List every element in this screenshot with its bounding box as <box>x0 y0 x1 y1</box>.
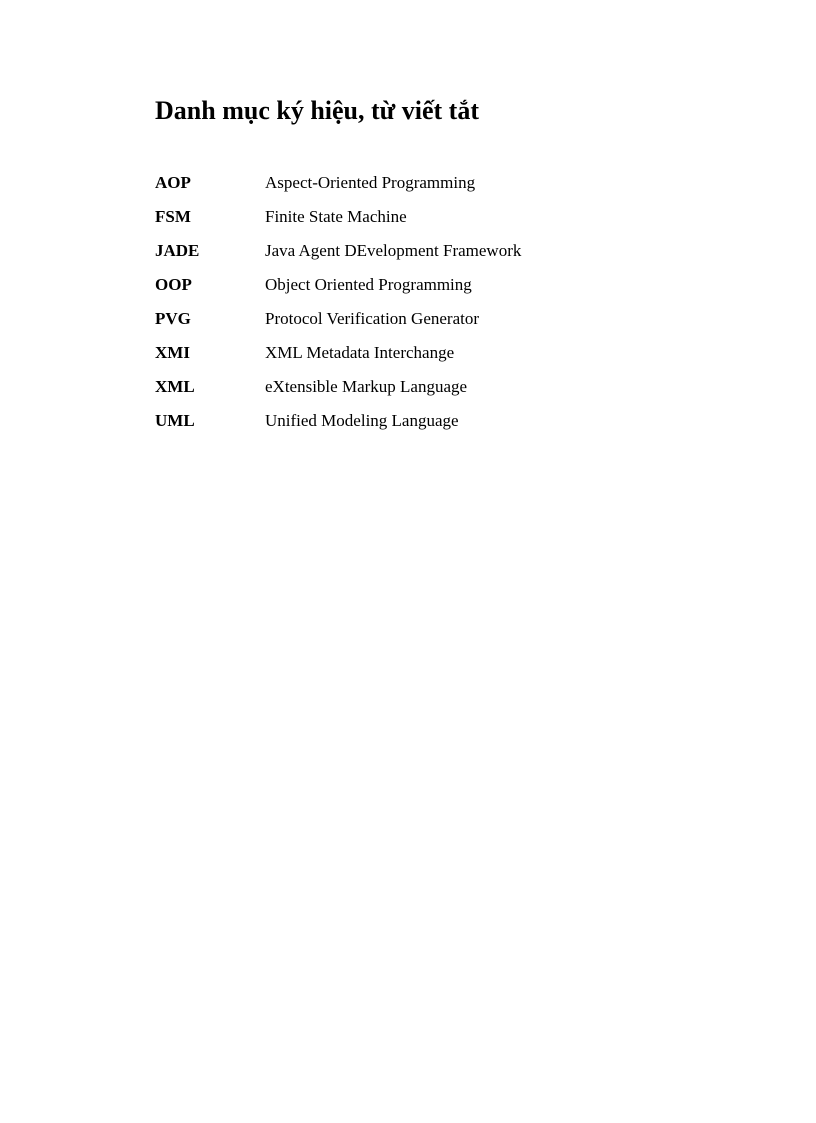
abbreviation-definition: Object Oriented Programming <box>265 275 472 294</box>
list-item <box>155 302 675 336</box>
list-item <box>155 268 675 302</box>
abbreviation-definition: XML Metadata Interchange <box>265 343 455 362</box>
abbreviation-definition: Unified Modeling Language <box>265 411 459 430</box>
list-item <box>155 234 675 268</box>
abbreviation-list <box>155 166 675 438</box>
list-item <box>155 404 675 438</box>
list-item <box>155 370 675 404</box>
abbreviation-definition: Finite State Machine <box>265 207 407 226</box>
abbreviation-definition: Aspect-Oriented Programming <box>265 173 476 192</box>
list-item <box>155 336 675 370</box>
abbreviation-definition: Protocol Verification Generator <box>265 309 480 328</box>
abbreviation-term: FSM <box>155 207 191 226</box>
abbreviation-term: UML <box>155 411 195 430</box>
abbreviation-term: JADE <box>155 241 200 260</box>
abbreviation-term: PVG <box>155 309 191 328</box>
page-title: Danh mục ký hiệu, từ viết tắt <box>155 96 479 125</box>
list-item <box>155 166 675 200</box>
abbreviation-definition: Java Agent DEvelopment Framework <box>265 241 522 260</box>
abbreviation-term: OOP <box>155 275 192 294</box>
abbreviation-term: AOP <box>155 173 191 192</box>
abbreviation-definition: eXtensible Markup Language <box>265 377 468 396</box>
abbreviation-term: XMI <box>155 343 190 362</box>
list-item <box>155 200 675 234</box>
abbreviation-term: XML <box>155 377 195 396</box>
